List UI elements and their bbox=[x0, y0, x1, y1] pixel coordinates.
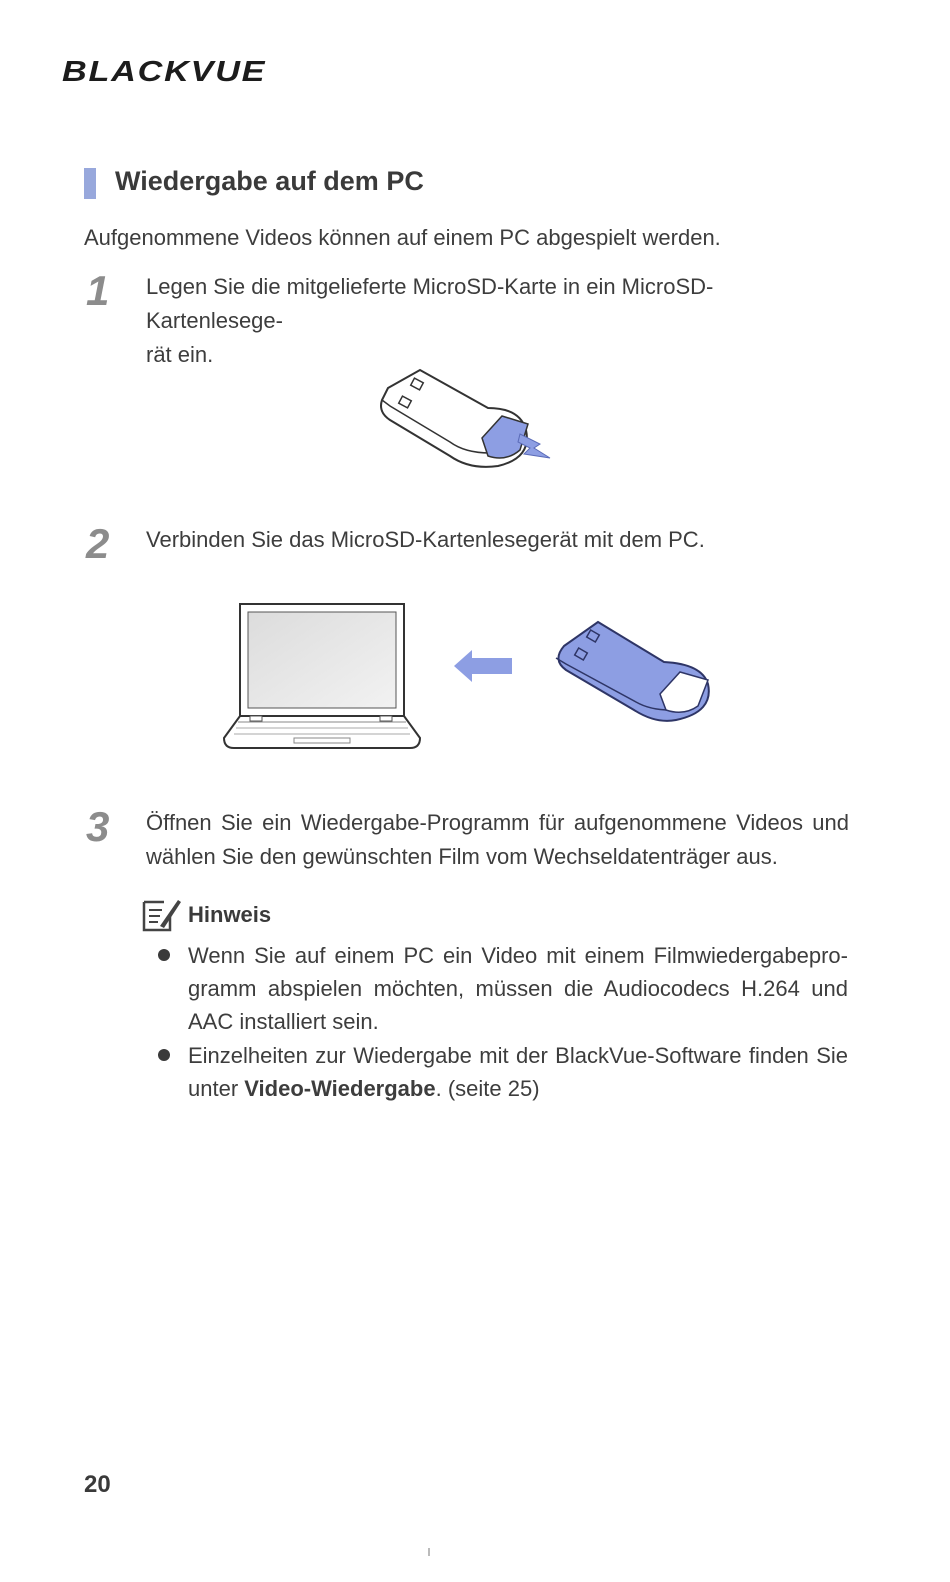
step-1-line-1: Legen Sie die mitgelieferte MicroSD-Karte in ein MicroSD-Kartenlesege- bbox=[146, 274, 714, 333]
page-edge-mark bbox=[428, 1548, 430, 1556]
step-3-text: Öffnen Sie ein Wiedergabe-Programm für aufgenommene Videos und wählen Sie den gewünschten Film vom Wechseldatenträger aus. bbox=[146, 810, 849, 869]
video-playback-reference: Video-Wiedergabe bbox=[244, 1076, 436, 1101]
note-bullet-2-text: Einzelheiten zur Wiedergabe mit der BlackVue-Software finden Sie unter bbox=[188, 1043, 848, 1101]
step-1-text bbox=[146, 270, 849, 372]
bullet-dot bbox=[158, 949, 170, 961]
brand-logo: BLACKVUE bbox=[62, 56, 267, 88]
card-reader-insert-illustration bbox=[370, 358, 560, 478]
note-bullet-1: Wenn Sie auf einem PC ein Video mit einem Filmwiedergabepro-gramm abspielen möchten, müssen die Audiocodecs H.264 und AAC installiert sein. bbox=[188, 943, 848, 1034]
note-pencil-icon bbox=[140, 896, 182, 934]
step-2-text: Verbinden Sie das MicroSD-Kartenlesegerät mit dem PC. bbox=[146, 527, 705, 552]
connect-to-pc-illustration bbox=[220, 598, 720, 760]
section-title: Wiedergabe auf dem PC bbox=[115, 166, 424, 196]
step-1-number: 1 bbox=[86, 267, 110, 314]
section-accent-bar bbox=[84, 168, 96, 199]
note-title: Hinweis bbox=[188, 902, 272, 927]
step-2-number: 2 bbox=[86, 520, 110, 567]
step-3-number: 3 bbox=[86, 803, 110, 850]
bullet-dot bbox=[158, 1049, 170, 1061]
section-intro: Aufgenommene Videos können auf einem PC abgespielt werden. bbox=[84, 225, 721, 250]
page-number: 20 bbox=[84, 1471, 111, 1498]
step-1-line-2: rät ein. bbox=[146, 342, 214, 367]
note-bullet-2 bbox=[188, 1039, 848, 1105]
note-bullet-2-page-ref: . (seite 25) bbox=[435, 1076, 540, 1101]
